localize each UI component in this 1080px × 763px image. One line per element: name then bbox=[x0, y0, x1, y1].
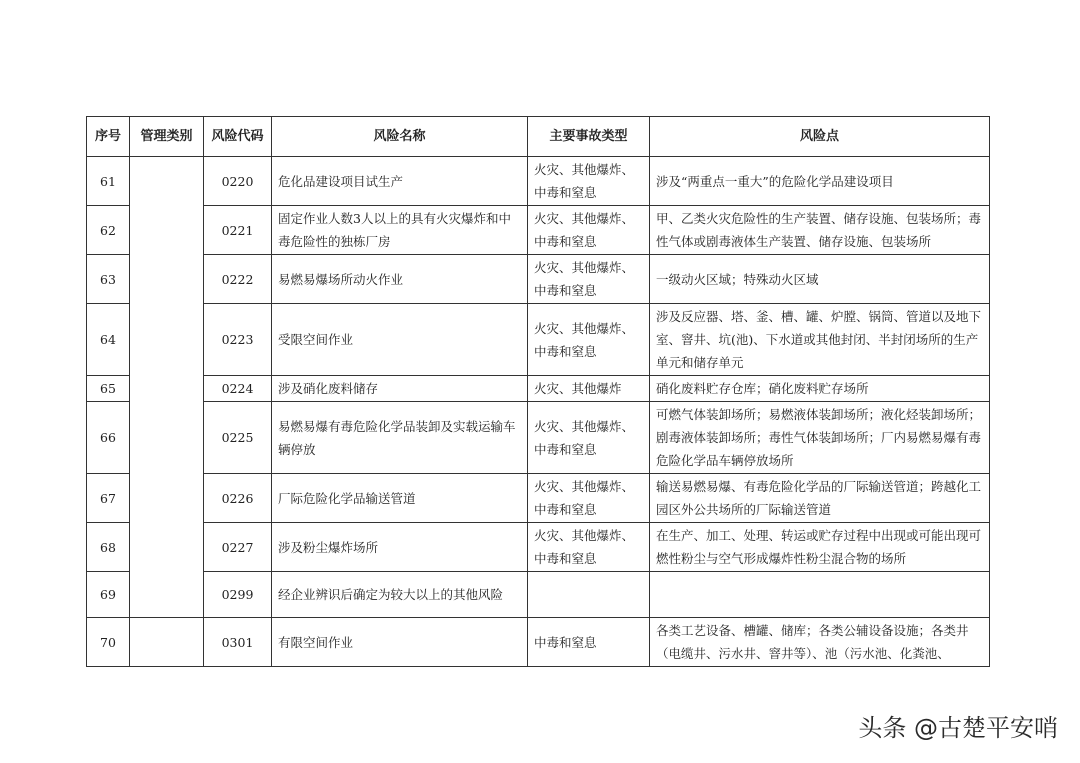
table-row bbox=[87, 402, 990, 474]
table-row bbox=[87, 376, 990, 402]
cell-category bbox=[130, 157, 204, 618]
cell-point: 一级动火区域；特殊动火区域 bbox=[650, 255, 990, 304]
cell-accident: 火灾、其他爆炸、中毒和窒息 bbox=[528, 474, 650, 523]
cell-name: 易燃易爆场所动火作业 bbox=[272, 255, 528, 304]
cell-code: 0220 bbox=[204, 157, 272, 206]
cell-accident: 火灾、其他爆炸、中毒和窒息 bbox=[528, 206, 650, 255]
header-accident: 主要事故类型 bbox=[528, 117, 650, 157]
cell-code: 0222 bbox=[204, 255, 272, 304]
cell-point: 输送易燃易爆、有毒危险化学品的厂际输送管道；跨越化工园区外公共场所的厂际输送管道 bbox=[650, 474, 990, 523]
cell-name: 涉及粉尘爆炸场所 bbox=[272, 523, 528, 572]
cell-name: 易燃易爆有毒危险化学品装卸及实载运输车辆停放 bbox=[272, 402, 528, 474]
table-row bbox=[87, 474, 990, 523]
table-row bbox=[87, 157, 990, 206]
table-row bbox=[87, 618, 990, 667]
cell-no: 67 bbox=[87, 474, 130, 523]
cell-accident: 火灾、其他爆炸、中毒和窒息 bbox=[528, 157, 650, 206]
header-no: 序号 bbox=[87, 117, 130, 157]
cell-name: 受限空间作业 bbox=[272, 304, 528, 376]
header-category: 管理类别 bbox=[130, 117, 204, 157]
cell-name: 厂际危险化学品输送管道 bbox=[272, 474, 528, 523]
cell-no: 68 bbox=[87, 523, 130, 572]
header-row bbox=[87, 117, 990, 157]
watermark: 头条 @古楚平安哨 bbox=[858, 714, 1058, 742]
cell-no: 64 bbox=[87, 304, 130, 376]
cell-accident bbox=[528, 572, 650, 618]
cell-accident: 火灾、其他爆炸、中毒和窒息 bbox=[528, 523, 650, 572]
cell-name: 危化品建设项目试生产 bbox=[272, 157, 528, 206]
cell-code: 0299 bbox=[204, 572, 272, 618]
table-row bbox=[87, 572, 990, 618]
cell-point: 甲、乙类火灾危险性的生产装置、储存设施、包装场所；毒性气体或剧毒液体生产装置、储存设施、包装场所 bbox=[650, 206, 990, 255]
cell-no: 62 bbox=[87, 206, 130, 255]
header-code: 风险代码 bbox=[204, 117, 272, 157]
table-row bbox=[87, 523, 990, 572]
cell-code: 0227 bbox=[204, 523, 272, 572]
cell-code: 0226 bbox=[204, 474, 272, 523]
cell-accident: 中毒和窒息 bbox=[528, 618, 650, 667]
table-row bbox=[87, 304, 990, 376]
cell-accident: 火灾、其他爆炸、中毒和窒息 bbox=[528, 304, 650, 376]
table-row bbox=[87, 206, 990, 255]
cell-no: 66 bbox=[87, 402, 130, 474]
cell-category bbox=[130, 618, 204, 667]
cell-point: 各类工艺设备、槽罐、储库；各类公辅设备设施；各类井（电缆井、污水井、窨井等）、池（污水池、化粪池、 bbox=[650, 618, 990, 667]
cell-accident: 火灾、其他爆炸、中毒和窒息 bbox=[528, 402, 650, 474]
cell-code: 0223 bbox=[204, 304, 272, 376]
cell-name: 有限空间作业 bbox=[272, 618, 528, 667]
cell-no: 69 bbox=[87, 572, 130, 618]
header-point: 风险点 bbox=[650, 117, 990, 157]
cell-point: 在生产、加工、处理、转运或贮存过程中出现或可能出现可燃性粉尘与空气形成爆炸性粉尘混合物的场所 bbox=[650, 523, 990, 572]
cell-point: 涉及反应器、塔、釜、槽、罐、炉膛、锅筒、管道以及地下室、窨井、坑(池)、下水道或其他封闭、半封闭场所的生产单元和储存单元 bbox=[650, 304, 990, 376]
header-name: 风险名称 bbox=[272, 117, 528, 157]
cell-code: 0221 bbox=[204, 206, 272, 255]
cell-accident: 火灾、其他爆炸、中毒和窒息 bbox=[528, 255, 650, 304]
risk-table bbox=[86, 116, 990, 667]
cell-point: 硝化废料贮存仓库；硝化废料贮存场所 bbox=[650, 376, 990, 402]
cell-point: 涉及“两重点一重大”的危险化学品建设项目 bbox=[650, 157, 990, 206]
cell-code: 0301 bbox=[204, 618, 272, 667]
table-row bbox=[87, 255, 990, 304]
cell-point: 可燃气体装卸场所；易燃液体装卸场所；液化烃装卸场所；剧毒液体装卸场所；毒性气体装卸场所；厂内易燃易爆有毒危险化学品车辆停放场所 bbox=[650, 402, 990, 474]
cell-no: 63 bbox=[87, 255, 130, 304]
cell-no: 65 bbox=[87, 376, 130, 402]
cell-no: 70 bbox=[87, 618, 130, 667]
cell-accident: 火灾、其他爆炸 bbox=[528, 376, 650, 402]
cell-name: 经企业辨识后确定为较大以上的其他风险 bbox=[272, 572, 528, 618]
cell-code: 0224 bbox=[204, 376, 272, 402]
cell-point bbox=[650, 572, 990, 618]
cell-code: 0225 bbox=[204, 402, 272, 474]
cell-name: 涉及硝化废料储存 bbox=[272, 376, 528, 402]
cell-name: 固定作业人数3人以上的具有火灾爆炸和中毒危险性的独栋厂房 bbox=[272, 206, 528, 255]
cell-no: 61 bbox=[87, 157, 130, 206]
